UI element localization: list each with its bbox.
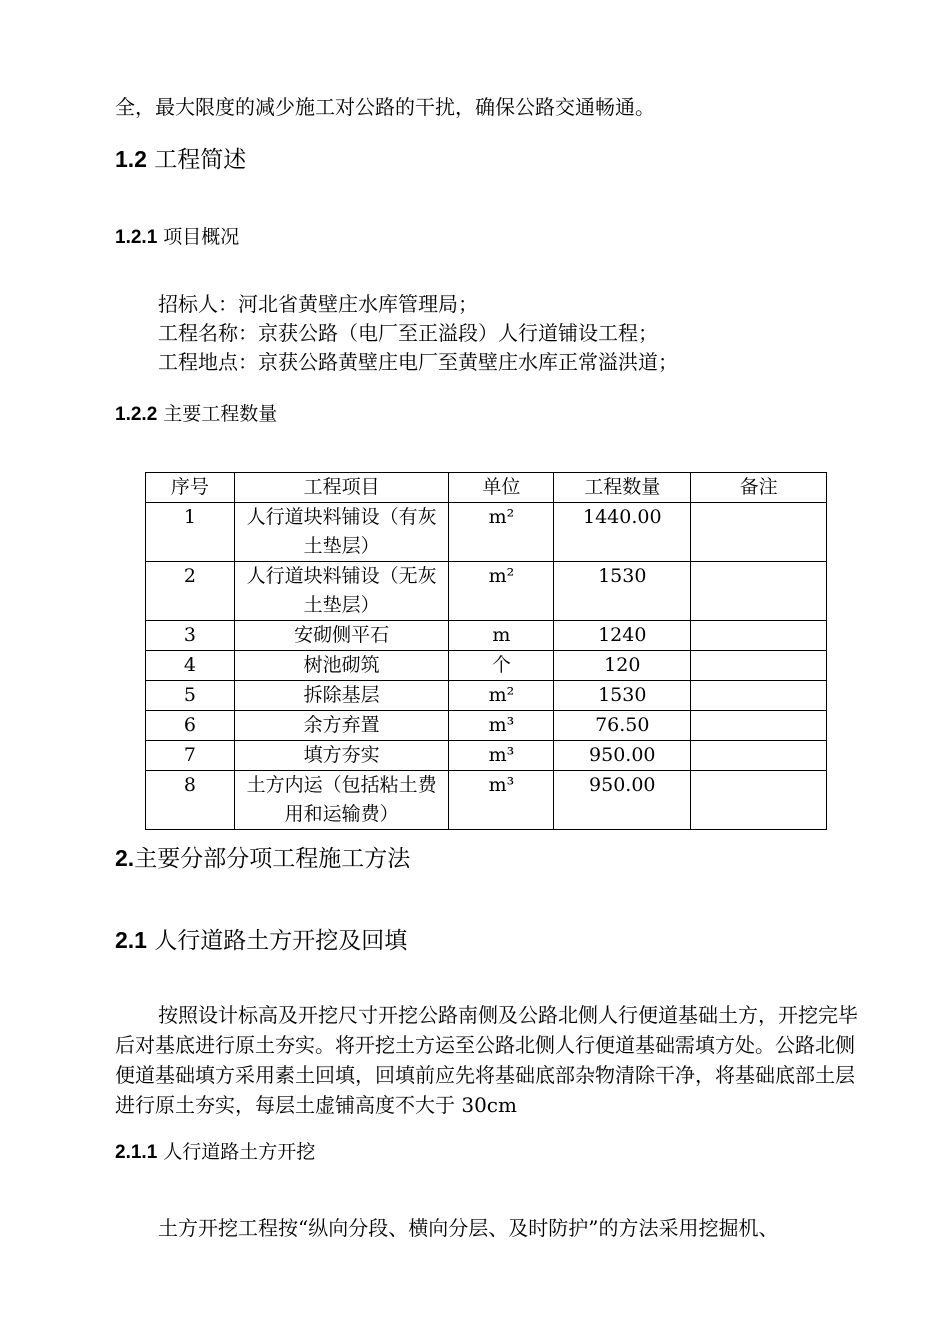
cell-note [691,741,827,771]
table-row [146,562,827,621]
table-header-row [146,473,827,503]
table-row [146,741,827,771]
cell-qty: 1530 [554,681,691,711]
heading-1-2-1: 1.2.1 项目概况 [115,226,240,248]
heading-2-1: 2.1 人行道路土方开挖及回填 [115,927,408,954]
cell-no: 6 [146,711,235,741]
table-row [146,771,827,830]
cell-qty: 950.00 [554,741,691,771]
cell-note [691,681,827,711]
cell-note [691,503,827,562]
header-qty: 工程数量 [554,473,691,503]
cell-unit: m³ [449,741,554,771]
cell-item: 安砌侧平石 [234,621,449,651]
cell-unit: m² [449,503,554,562]
heading-2: 2.主要分部分项工程施工方法 [115,845,411,872]
paragraph-2-1-1: 土方开挖工程按“纵向分段、横向分层、及时防护”的方法采用挖掘机、 [158,1216,779,1240]
cell-qty: 120 [554,651,691,681]
cell-note [691,621,827,651]
cell-note [691,562,827,621]
quantity-table [145,472,827,830]
cell-no: 5 [146,681,235,711]
cell-no: 4 [146,651,235,681]
cell-note [691,711,827,741]
header-no: 序号 [146,473,235,503]
cell-item: 拆除基层 [234,681,449,711]
header-note: 备注 [691,473,827,503]
cell-qty: 950.00 [554,771,691,830]
table-row [146,651,827,681]
cell-no: 2 [146,562,235,621]
cell-no: 1 [146,503,235,562]
cell-no: 3 [146,621,235,651]
cell-unit: m² [449,681,554,711]
table-row [146,621,827,651]
cell-qty: 1240 [554,621,691,651]
header-item: 工程项目 [234,473,449,503]
continued-text: 全，最大限度的减少施工对公路的干扰，确保公路交通畅通。 [115,95,655,119]
tenderer-line: 招标人：河北省黄壁庄水库管理局； [158,292,478,316]
cell-qty: 76.50 [554,711,691,741]
cell-no: 8 [146,771,235,830]
cell-item: 土方内运（包括粘土费用和运输费） [234,771,449,830]
heading-1-2: 1.2 工程简述 [115,146,247,173]
cell-qty: 1440.00 [554,503,691,562]
cell-item: 树池砌筑 [234,651,449,681]
project-name-line: 工程名称：京获公路（电厂至正溢段）人行道铺设工程； [158,321,658,345]
paragraph-2-1: 按照设计标高及开挖尺寸开挖公路南侧及公路北侧人行便道基础土方，开挖完毕后对基底进行原土夯实。将开挖土方运至公路北侧人行便道基础需填方处。公路北侧便道基础填方采用素土回填，回填前应先将基础底部杂物清除干净，将基础底部土层进行原土夯实，每层土虚铺高度不大于 30cm [115,1003,858,1117]
table-row [146,711,827,741]
table-row [146,503,827,562]
cell-note [691,771,827,830]
cell-unit: m³ [449,711,554,741]
header-unit: 单位 [449,473,554,503]
cell-item: 人行道块料铺设（无灰土垫层） [234,562,449,621]
heading-2-1-1: 2.1.1 人行道路土方开挖 [115,1141,316,1163]
cell-unit: m [449,621,554,651]
heading-1-2-2: 1.2.2 主要工程数量 [115,403,278,425]
cell-unit: m³ [449,771,554,830]
cell-unit: 个 [449,651,554,681]
cell-item: 填方夯实 [234,741,449,771]
cell-note [691,651,827,681]
cell-item: 人行道块料铺设（有灰土垫层） [234,503,449,562]
cell-unit: m² [449,562,554,621]
project-location-line: 工程地点：京获公路黄壁庄电厂至黄壁庄水库正常溢洪道； [158,350,678,374]
cell-qty: 1530 [554,562,691,621]
cell-item: 余方弃置 [234,711,449,741]
table-row [146,681,827,711]
cell-no: 7 [146,741,235,771]
